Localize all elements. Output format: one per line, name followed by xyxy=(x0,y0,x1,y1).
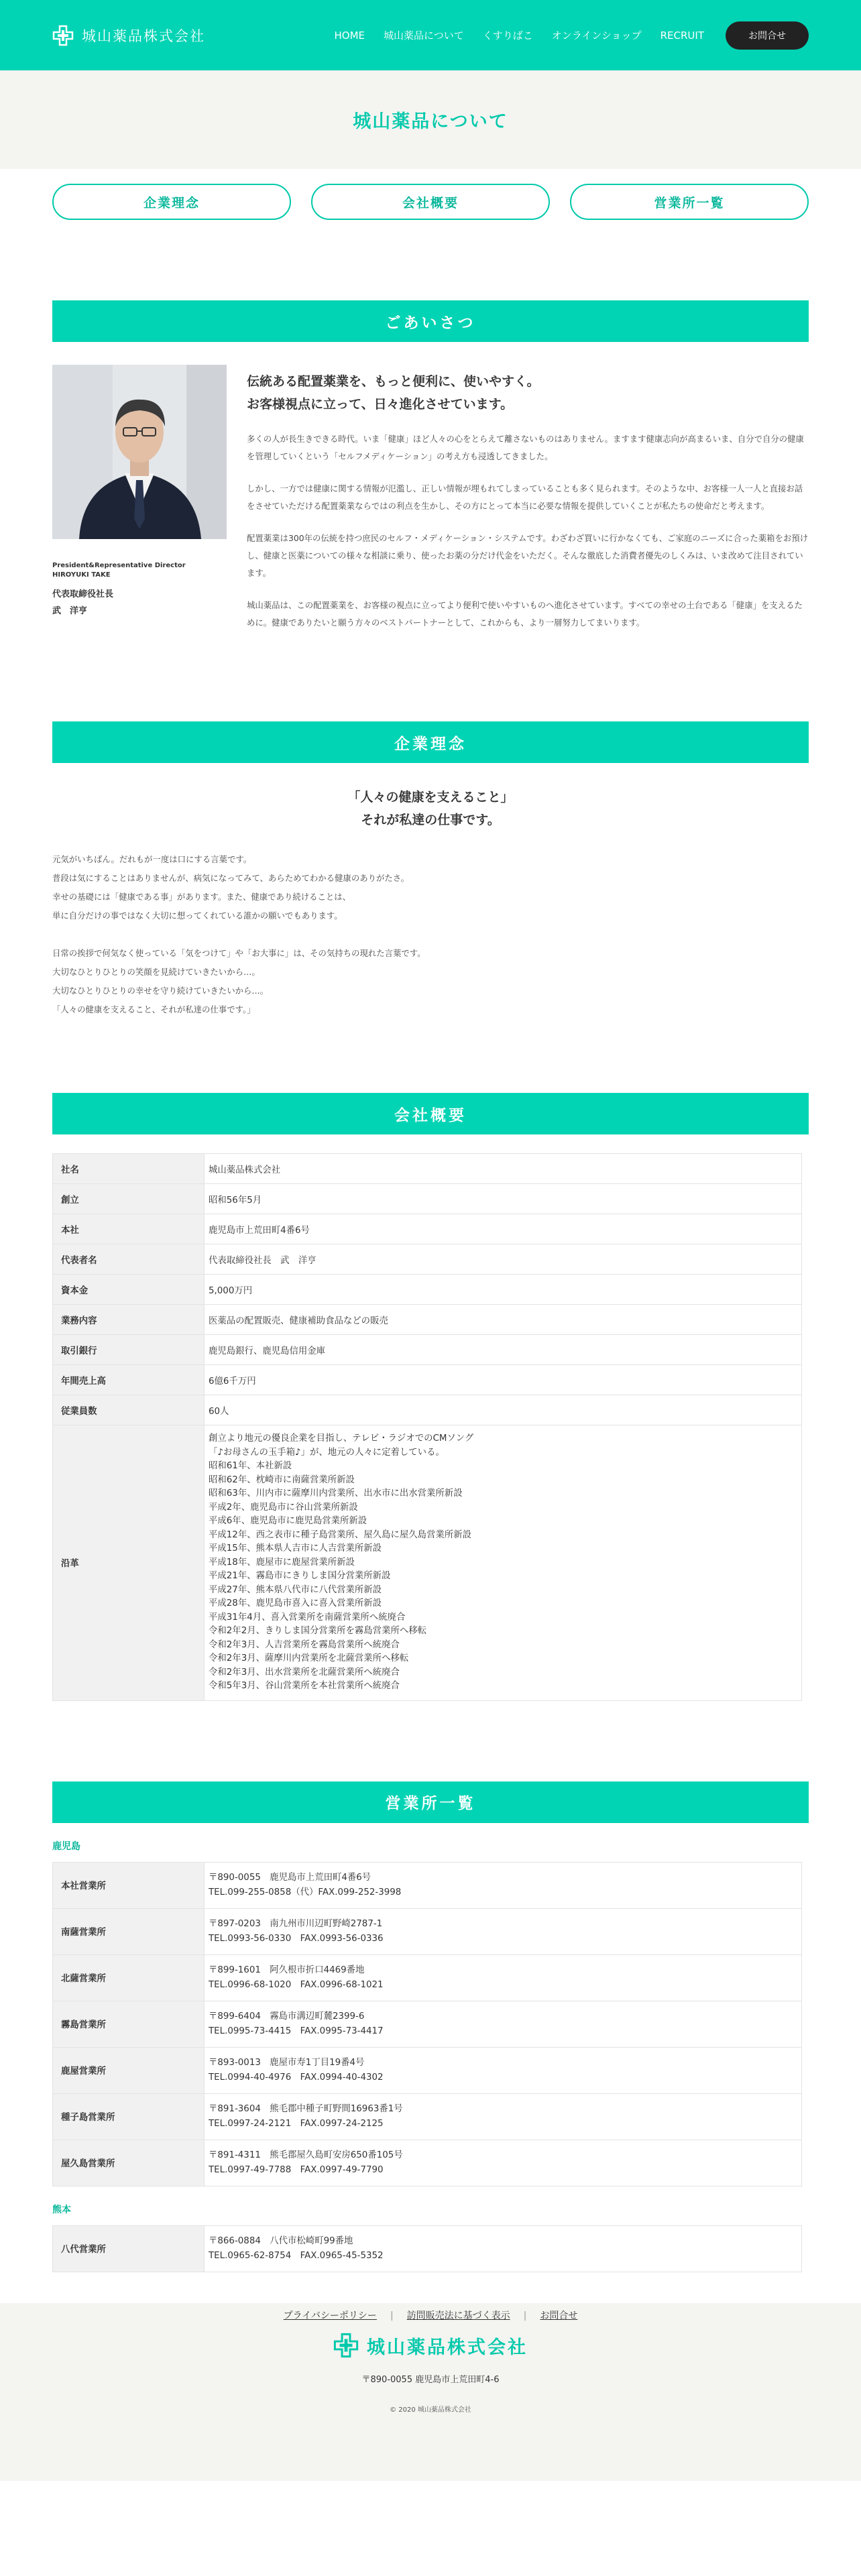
section-tabs xyxy=(0,184,861,220)
row-label: 業務内容 xyxy=(53,1305,205,1335)
row-value: 6億6千万円 xyxy=(205,1365,802,1395)
history-item: 平成31年4月、喜入営業所を南薩営業所へ統廃合 xyxy=(209,1612,406,1623)
history-item: 平成18年、鹿屋市に鹿屋営業所新設 xyxy=(209,1557,355,1568)
name-japanese: 武 洋亨 xyxy=(52,606,88,616)
greeting-lead-line1: 伝統ある配置薬業を、もっと便利に、使いやすく。 xyxy=(247,374,540,389)
row-label: 従業員数 xyxy=(53,1395,205,1425)
history-item: 平成15年、熊本県人吉市に人吉営業所新設 xyxy=(209,1543,382,1554)
philosophy-line: 大切なひとりひとりの笑顔を見続けていきたいから…。 xyxy=(52,967,260,977)
row-value: 鹿児島銀行、鹿児島信用金庫 xyxy=(205,1335,802,1365)
row-value: 5,000万円 xyxy=(205,1275,802,1305)
office-table xyxy=(52,2225,802,2272)
history-item: 平成28年、鹿児島市喜入に喜入営業所新設 xyxy=(209,1598,382,1608)
site-header xyxy=(0,0,861,70)
president-profile xyxy=(52,365,227,632)
philosophy-line: 普段は気にすることはありませんが、病気になってみて、あらためてわかる健康のありがたさ。 xyxy=(52,873,410,883)
history-item: 令和5年3月、谷山営業所を本社営業所へ統廃合 xyxy=(209,1681,400,1691)
row-label: 社名 xyxy=(53,1154,205,1184)
history-item: 昭和61年、本社新設 xyxy=(209,1461,292,1471)
footer-contact-link[interactable]: お問合せ xyxy=(540,2310,578,2321)
office-area-label: 熊本 xyxy=(52,2204,71,2215)
footer-address: 〒890-0055 鹿児島市上荒田町4-6 xyxy=(361,2374,500,2385)
office-phone: TEL.099-255-0858（代）FAX.099-252-3998 xyxy=(209,1887,402,1897)
row-label: 沿革 xyxy=(53,1425,205,1701)
office-contact xyxy=(205,2140,802,2186)
table-row xyxy=(53,1154,802,1184)
office-name: 八代営業所 xyxy=(53,2225,205,2272)
company-table xyxy=(52,1153,802,1701)
site-footer xyxy=(0,2303,861,2481)
greeting-heading: ごあいさつ xyxy=(52,300,809,342)
office-address: 〒890-0055 鹿児島市上荒田町4番6号 xyxy=(209,1872,371,1883)
office-phone: TEL.0995-73-4415 FAX.0995-73-4417 xyxy=(209,2026,384,2036)
table-row xyxy=(53,1275,802,1305)
page-title: 城山薬品について xyxy=(353,111,508,132)
history-item: 平成2年、鹿児島市に谷山営業所新設 xyxy=(209,1502,358,1513)
table-row xyxy=(53,1908,802,1954)
history-list xyxy=(205,1425,802,1701)
nav-recruit[interactable]: RECRUIT xyxy=(660,29,704,42)
row-value: 医薬品の配置販売、健康補助食品などの販売 xyxy=(205,1305,802,1335)
office-phone: TEL.0993-56-0330 FAX.0993-56-0336 xyxy=(209,1933,384,1944)
history-item: 平成6年、鹿児島市に鹿児島営業所新設 xyxy=(209,1516,367,1526)
office-name: 種子島営業所 xyxy=(53,2093,205,2140)
office-address: 〒866-0884 八代市松崎町99番地 xyxy=(209,2235,353,2246)
office-phone: TEL.0997-49-7788 FAX.0997-49-7790 xyxy=(209,2164,384,2175)
copyright: © 2020 城山薬品株式会社 xyxy=(390,2406,471,2414)
table-row xyxy=(53,1395,802,1425)
history-item: 平成27年、熊本県八代市に八代営業所新設 xyxy=(209,1584,382,1595)
row-value: 昭和56年5月 xyxy=(205,1184,802,1214)
philosophy-text xyxy=(52,850,809,1019)
office-groups xyxy=(0,1839,861,2272)
philosophy-line: 元気がいちばん。だれもが一度は口にする言葉です。 xyxy=(52,854,252,864)
history-item: 令和2年3月、人吉営業所を霧島営業所へ統廃合 xyxy=(209,1639,400,1650)
nav-about[interactable]: 城山薬品について xyxy=(384,30,464,42)
site-logo[interactable] xyxy=(52,25,205,46)
office-contact xyxy=(205,2225,802,2272)
office-area-label: 鹿児島 xyxy=(52,1840,80,1852)
philosophy-line: 日常の挨拶で何気なく使っている「気をつけて」や「お大事に」は、その気持ちの現れた言葉です。 xyxy=(52,948,426,958)
greeting-paragraph: 配置薬業は300年の伝統を持つ庶民のセルフ・メディケーション・システムです。わざわざ買いに行かなくても、ご家庭のニーズに合った薬箱をお預けし、健康と医薬についての様々な相談に乗り、使ったお薬の分だけ代金をいただく。そんな徹底した消費者優先のしくみは、いま改めて注目されています。 xyxy=(247,533,809,578)
site-logo-text: 城山薬品株式会社 xyxy=(82,27,205,44)
greeting-lead-line2: お客様視点に立って、日々進化させています。 xyxy=(247,397,514,412)
history-item: 昭和62年、枕崎市に南薩営業所新設 xyxy=(209,1474,355,1485)
office-address: 〒897-0203 南九州市川辺町野崎2787-1 xyxy=(209,1918,383,1929)
history-item: 令和2年3月、出水営業所を北薩営業所へ統廃合 xyxy=(209,1667,400,1678)
office-name: 南薩営業所 xyxy=(53,1908,205,1954)
office-contact xyxy=(205,1862,802,1908)
footer-logo-text: 城山薬品株式会社 xyxy=(367,2337,528,2358)
office-contact xyxy=(205,1954,802,2001)
office-name: 霧島営業所 xyxy=(53,2001,205,2047)
row-value: 60人 xyxy=(205,1395,802,1425)
office-phone: TEL.0994-40-4976 FAX.0994-40-4302 xyxy=(209,2072,384,2083)
table-row xyxy=(53,2001,802,2047)
footer-logo[interactable] xyxy=(0,2333,861,2359)
privacy-policy-link[interactable]: プライバシーポリシー xyxy=(283,2310,377,2321)
philosophy-slogan xyxy=(0,786,861,831)
office-address: 〒899-1601 阿久根市折口4469番地 xyxy=(209,1965,365,1975)
table-row xyxy=(53,1365,802,1395)
table-row xyxy=(53,2093,802,2140)
greeting-section xyxy=(52,365,809,632)
row-label: 創立 xyxy=(53,1184,205,1214)
philosophy-line: 「人々の健康を支えること、それが私達の仕事です。」 xyxy=(52,1004,255,1014)
philosophy-line: 大切なひとりひとりの幸せを守り続けていきたいから…。 xyxy=(52,986,269,996)
row-value: 城山薬品株式会社 xyxy=(205,1154,802,1184)
office-name: 北薩営業所 xyxy=(53,1954,205,2001)
history-item: 昭和63年、川内市に薩摩川内営業所、出水市に出水営業所新設 xyxy=(209,1488,463,1499)
tab-offices[interactable]: 営業所一覧 xyxy=(570,184,809,220)
office-address: 〒899-6404 霧島市溝辺町麓2399-6 xyxy=(209,2011,365,2022)
table-row xyxy=(53,1954,802,2001)
nav-kusuribako[interactable]: くすりばこ xyxy=(482,30,533,42)
row-value: 代表取締役社長 武 洋亨 xyxy=(205,1244,802,1275)
tab-philosophy[interactable]: 企業理念 xyxy=(52,184,291,220)
office-contact xyxy=(205,2093,802,2140)
row-label: 取引銀行 xyxy=(53,1335,205,1365)
slogan-line1: 「人々の健康を支えること」 xyxy=(347,790,514,805)
page-hero xyxy=(0,70,861,169)
office-name: 鹿屋営業所 xyxy=(53,2047,205,2093)
row-label: 資本金 xyxy=(53,1275,205,1305)
table-row xyxy=(53,2225,802,2272)
greeting-lead xyxy=(247,370,809,416)
table-row xyxy=(53,1862,802,1908)
office-address: 〒891-4311 熊毛郡屋久島町安房650番105号 xyxy=(209,2150,403,2160)
cross-logo-icon xyxy=(333,2333,359,2358)
office-name: 本社営業所 xyxy=(53,1862,205,1908)
greeting-paragraph: 多くの人が長生きできる時代。いま「健康」ほど人々の心をとらえて離さないものはありません。ますます健康志向が高まるいま、自分で自分の健康を管理していくという「セルフメディケーション」の考え方も浸透してきました。 xyxy=(247,434,804,461)
row-label: 年間売上高 xyxy=(53,1365,205,1395)
company-heading: 会社概要 xyxy=(52,1093,809,1134)
footer-links: プライバシーポリシー | 訪問販売法に基づく表示 | お問合せ xyxy=(283,2310,578,2321)
table-row xyxy=(53,2140,802,2186)
row-value: 鹿児島市上荒田町4番6号 xyxy=(205,1214,802,1244)
history-item: 平成21年、霧島市にきりしま国分営業所新設 xyxy=(209,1571,391,1581)
history-item: 令和2年3月、薩摩川内営業所を北薩営業所へ移転 xyxy=(209,1653,409,1663)
history-item: 令和2年2月、きりしま国分営業所を霧島営業所へ移転 xyxy=(209,1626,427,1636)
table-row xyxy=(53,2047,802,2093)
table-row xyxy=(53,1305,802,1335)
greeting-paragraph: しかし、一方では健康に関する情報が氾濫し、正しい情報が埋もれてしまっていることも多く見られます。そのような中、お客様一人一人と直接お話をさせていただける配置薬業ならではの利点を生かし、その方にとって本当に必要な情報を提供していくことが私たちの使命だと考えます。 xyxy=(247,483,803,511)
office-contact xyxy=(205,2047,802,2093)
history-item: 平成12年、西之表市に種子島営業所、屋久島に屋久島営業所新設 xyxy=(209,1529,471,1540)
main-nav xyxy=(316,21,809,50)
tab-company-overview[interactable]: 会社概要 xyxy=(311,184,550,220)
row-label: 代表者名 xyxy=(53,1244,205,1275)
office-contact xyxy=(205,1908,802,1954)
nav-home[interactable]: HOME xyxy=(334,29,365,42)
office-address: 〒891-3604 熊毛郡中種子町野間16963番1号 xyxy=(209,2103,403,2114)
history-row xyxy=(53,1425,802,1701)
row-label: 本社 xyxy=(53,1214,205,1244)
office-address: 〒893-0013 鹿屋市寿1丁目19番4号 xyxy=(209,2057,365,2068)
name-english: HIROYUKI TAKE xyxy=(52,571,111,579)
greeting-paragraph: 城山薬品は、この配置薬業を、お客様の視点に立ってより便利で使いやすいものへ進化させています。すべての幸せの土台である「健康」を支えるために。健康でありたいと願う方々のベストパートナーとして、これからも、より一層努力してまいります。 xyxy=(247,600,803,628)
office-phone: TEL.0965-62-8754 FAX.0965-45-5352 xyxy=(209,2250,384,2261)
table-row xyxy=(53,1184,802,1214)
philosophy-line: 幸せの基礎には「健康である事」があります。また、健康であり続けることは、 xyxy=(52,892,351,902)
office-table xyxy=(52,1862,802,2186)
table-row xyxy=(53,1214,802,1244)
contact-button[interactable]: お問合せ xyxy=(726,21,809,50)
history-item: 「♪お母さんの玉手箱♪」が、地元の人々に定着している。 xyxy=(209,1447,445,1458)
cross-logo-icon xyxy=(52,25,74,46)
nav-online-shop[interactable]: オンラインショップ xyxy=(551,30,642,42)
office-phone: TEL.0997-24-2121 FAX.0997-24-2125 xyxy=(209,2118,384,2129)
office-name: 屋久島営業所 xyxy=(53,2140,205,2186)
philosophy-heading: 企業理念 xyxy=(52,721,809,763)
legal-notice-link[interactable]: 訪問販売法に基づく表示 xyxy=(406,2310,510,2321)
history-item: 創立より地元の優良企業を目指し、テレビ・ラジオでのCMソング xyxy=(209,1433,474,1444)
table-row xyxy=(53,1335,802,1365)
office-contact xyxy=(205,2001,802,2047)
president-photo xyxy=(52,365,227,539)
role-japanese: 代表取締役社長 xyxy=(52,589,114,599)
slogan-line2: それが私達の仕事です。 xyxy=(361,813,500,827)
role-english: President&Representative Director xyxy=(52,562,186,569)
philosophy-line: 単に自分だけの事ではなく大切に想ってくれている誰かの願いでもあります。 xyxy=(52,911,343,921)
office-phone: TEL.0996-68-1020 FAX.0996-68-1021 xyxy=(209,1979,384,1990)
greeting-message xyxy=(247,365,809,632)
offices-heading: 営業所一覧 xyxy=(52,1781,809,1823)
table-row xyxy=(53,1244,802,1275)
